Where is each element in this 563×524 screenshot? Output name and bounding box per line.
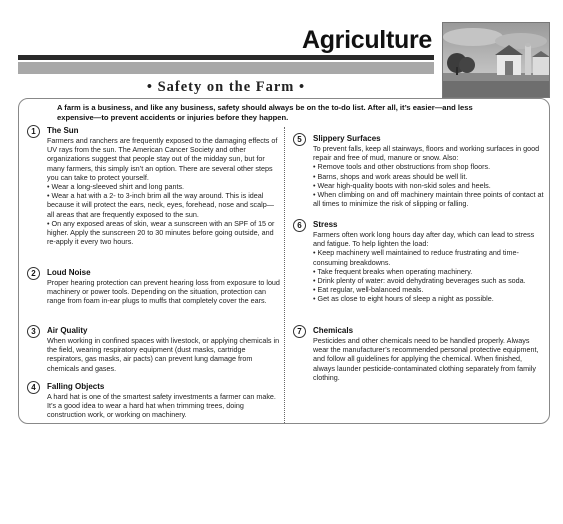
bullet-item: • Eat regular, well-balanced meals. (313, 285, 424, 295)
section-body (313, 144, 545, 208)
bullet-item: • Keep machinery well maintained to reduce frustrating and time-consuming breakdowns. (313, 248, 519, 267)
bullet-item: • On any exposed areas of skin, wear a sunscreen with an SPF of 15 or higher. Apply the sunscreen 20 to 30 minutes before going outside, and re-apply it every two hours. (47, 218, 275, 247)
section-body (47, 336, 281, 373)
bullet-item: • Drink plenty of water: avoid dehydrating beverages such as soda. (313, 276, 526, 286)
content-box (18, 98, 550, 424)
section-number: 2 (27, 267, 40, 280)
farm-photo (442, 22, 550, 98)
column-divider (284, 127, 285, 423)
header-bar (18, 62, 434, 74)
section-text: Farmers often work long hours day after day, which can lead to stress and fatigue. To help lighten the load: (313, 230, 535, 249)
section-text: Proper hearing protection can prevent hearing loss from exposure to loud machinery or power tools. Depending on the situation, protection can range from foam in-ear plugs to muffs that completely cover the ears. (47, 278, 280, 306)
subtitle: • Safety on the Farm • (146, 79, 306, 95)
section-text: Farmers and ranchers are frequently exposed to the damaging effects of UV rays from the sun. The American Cancer Society and other organizations suggest that people stay out of the midday sun, but for many farmers, this simply isn’t an option. There are several other steps you can take to protect yourself. (47, 136, 278, 182)
bullet-item: • Wear a hat with a 2- to 3-inch brim all the way around. This is ideal because it will protect the ears, neck, eyes, forehead, nose and scalp—all areas that are frequently exposed to the sun. (47, 191, 274, 219)
section-number: 3 (27, 325, 40, 338)
section-body (47, 278, 281, 306)
section-number: 7 (293, 325, 306, 338)
bullet-item: • Barns, shops and work areas should be well lit. (313, 171, 468, 181)
section-body (47, 392, 281, 420)
title-rule (18, 55, 434, 60)
bullet-item: • Get as close to eight hours of sleep a night as possible. (313, 294, 494, 304)
farm-barn-image (443, 23, 550, 98)
section-body (47, 136, 281, 246)
intro-text: A farm is a business, and like any business, safety should always be on the to-do list. After all, it’s easier—and less expensive—to prevent accidents or injuries before they happen. (57, 103, 473, 122)
section-title: The Sun (47, 126, 79, 135)
bullet-item: • Take frequent breaks when operating machinery. (313, 266, 473, 276)
section-text: To prevent falls, keep all stairways, floors and working surfaces in good repair and free of mud, manure or snow. Also: (313, 144, 540, 163)
section-text: A hard hat is one of the smartest safety investments a farmer can make. It’s a good idea to wear a hard hat when trimming trees, doing construction work, or working on machinery. (47, 392, 276, 420)
section-number: 6 (293, 219, 306, 232)
bullet-item: • Wear high-quality boots with non-skid soles and heels. (313, 180, 491, 190)
page-title: Agriculture (301, 26, 432, 54)
section-body (313, 230, 545, 304)
bullet-item: • When climbing on and off machinery maintain three points of contact at all times to minimize the risk of slipping or falling. (313, 190, 544, 209)
section-text: Pesticides and other chemicals need to be handled properly. Always wear the manufacturer’s recommended personal protective equipment, and follow all guidelines for applying the chemical. When finished, always launder pesticide-contaminated clothing separately from family clothing. (313, 336, 539, 382)
section-title: Slippery Surfaces (313, 134, 381, 143)
section-title: Air Quality (47, 326, 88, 335)
section-title: Loud Noise (47, 268, 91, 277)
section-text: When working in confined spaces with livestock, or applying chemicals in the field, wearing respiratory equipment (dust masks, cartridge respirators, gas masks, air pacts) can prevent lung damage from chemicals and gases. (47, 336, 280, 373)
section-number: 1 (27, 125, 40, 138)
section-body (313, 336, 545, 382)
bullet-item: • Wear a long-sleeved shirt and long pants. (47, 182, 185, 192)
section-number: 5 (293, 133, 306, 146)
section-number: 4 (27, 381, 40, 394)
bullet-item: • Remove tools and other obstructions from shop floors. (313, 162, 491, 172)
section-title: Chemicals (313, 326, 354, 335)
section-title: Falling Objects (47, 382, 105, 391)
section-title: Stress (313, 220, 338, 229)
header (18, 18, 550, 98)
